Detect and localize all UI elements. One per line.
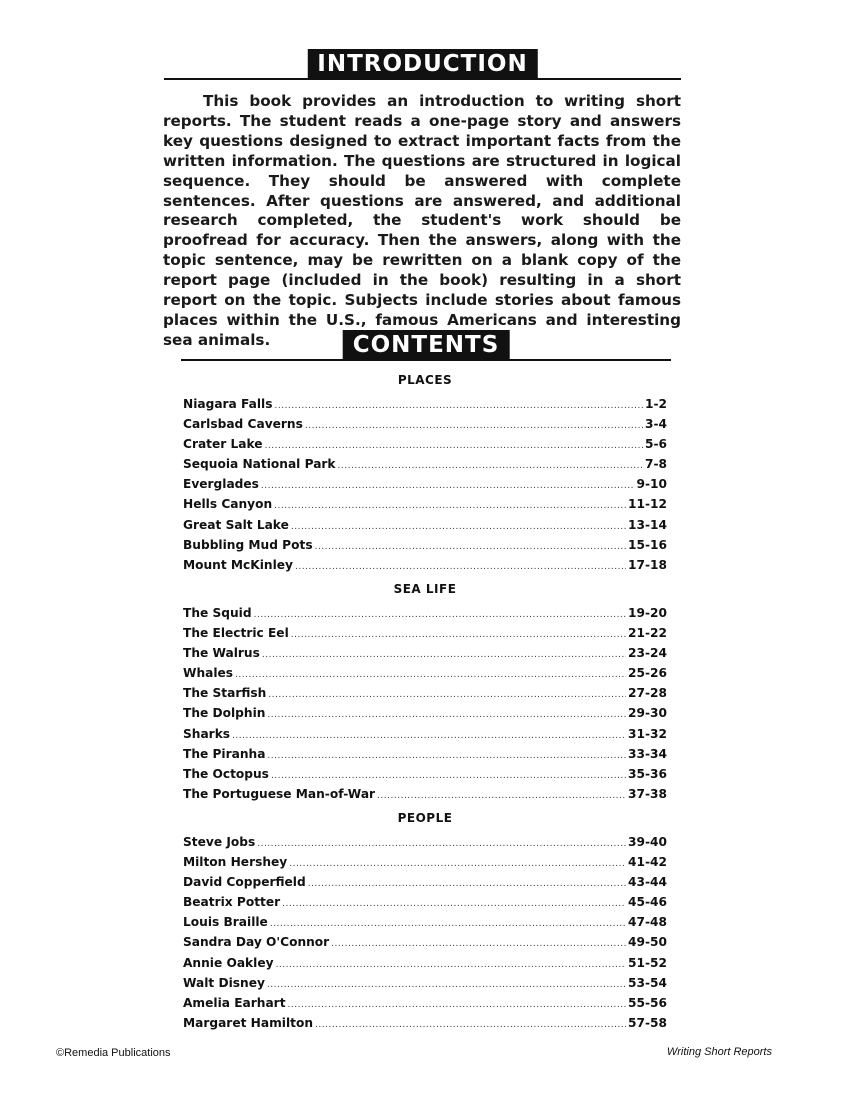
toc-list-places xyxy=(183,397,667,578)
toc-entry xyxy=(183,915,667,935)
toc-entry-pages: 9-10 xyxy=(636,477,667,492)
toc-entry-pages: 45-46 xyxy=(628,895,667,910)
toc-leader-dots xyxy=(262,650,626,660)
toc-entry-pages: 55-56 xyxy=(628,995,667,1010)
footer-book-title: Writing Short Reports xyxy=(666,1046,772,1058)
toc-leader-dots xyxy=(282,899,626,909)
toc-entry-title: The Walrus xyxy=(183,646,260,661)
toc-entry-title: David Copperfield xyxy=(183,875,306,890)
introduction-heading-bar xyxy=(164,48,681,80)
toc-entry-title: Hells Canyon xyxy=(183,497,273,512)
introduction-paragraph: This book provides an introduction to writing short reports. The student reads a one-page story and answers key questions designed to extract important facts from the written information. The questions are structured in logical sequence. They should be answered with complete sentences. After questions are answered, and additional research completed, the student's work should be proofread for accuracy. Then the answers, along with the topic sentence, may be rewritten on a blank copy of the report page (included in the book) resulting in a short report on the topic. Subjects include stories about famous places within the U.S., famous Americans and interesting sea animals. xyxy=(163,92,681,349)
toc-entry-pages: 11-12 xyxy=(628,497,667,512)
toc-entry-title: Crater Lake xyxy=(183,437,263,452)
toc-entry-title: The Piranha xyxy=(183,746,266,761)
toc-entry xyxy=(183,417,667,437)
toc-entry-pages: 5-6 xyxy=(644,437,667,452)
toc-entry-pages: 29-30 xyxy=(628,706,667,721)
toc-entry xyxy=(183,646,667,666)
toc-entry-title: Carlsbad Caverns xyxy=(183,417,303,432)
toc-entry xyxy=(183,518,667,538)
toc-entry xyxy=(183,875,667,895)
toc-leader-dots xyxy=(331,939,626,949)
toc-entry-pages: 1-2 xyxy=(644,397,667,411)
toc-leader-dots xyxy=(257,839,626,849)
toc-entry xyxy=(183,706,667,726)
toc-entry-pages: 31-32 xyxy=(628,726,667,741)
toc-entry xyxy=(183,976,667,996)
toc-entry xyxy=(183,626,667,646)
toc-entry-title: Milton Hershey xyxy=(183,855,288,870)
toc-entry xyxy=(183,996,667,1016)
toc-entry-pages: 57-58 xyxy=(628,1015,667,1030)
toc-entry xyxy=(183,606,667,626)
contents-heading-bar xyxy=(181,329,671,361)
footer-publisher: ©Remedia Publications xyxy=(56,1047,171,1059)
toc-entry-pages: 3-4 xyxy=(644,417,667,432)
toc-entry xyxy=(183,538,667,558)
toc-leader-dots xyxy=(315,542,626,552)
toc-leader-dots xyxy=(267,751,626,761)
toc-entry-pages: 25-26 xyxy=(628,666,667,681)
toc-leader-dots xyxy=(305,421,643,431)
toc-entry xyxy=(183,747,667,767)
toc-entry xyxy=(183,437,667,457)
introduction-heading: INTRODUCTION xyxy=(307,49,537,79)
toc-entry-pages: 33-34 xyxy=(628,746,667,761)
toc-entry xyxy=(183,457,667,477)
toc-entry xyxy=(183,787,667,807)
toc-entry xyxy=(183,855,667,875)
section-heading-places: PLACES xyxy=(397,373,453,387)
toc-entry-pages: 13-14 xyxy=(628,517,667,532)
toc-leader-dots xyxy=(270,919,626,929)
toc-entry-pages: 37-38 xyxy=(628,786,667,801)
toc-entry xyxy=(183,686,667,706)
toc-entry-title: The Starfish xyxy=(183,686,267,701)
toc-leader-dots xyxy=(338,461,643,471)
toc-entry xyxy=(183,558,667,578)
toc-entry xyxy=(183,477,667,497)
toc-leader-dots xyxy=(288,1000,626,1010)
toc-entry-pages: 7-8 xyxy=(644,457,667,472)
toc-entry-pages: 49-50 xyxy=(628,935,667,950)
introduction-body xyxy=(163,92,681,351)
toc-leader-dots xyxy=(267,980,626,990)
toc-entry-title: The Dolphin xyxy=(183,706,266,721)
toc-leader-dots xyxy=(289,859,626,869)
toc-leader-dots xyxy=(268,690,626,700)
toc-leader-dots xyxy=(291,630,626,640)
toc-leader-dots xyxy=(261,481,635,491)
contents-heading: CONTENTS xyxy=(343,330,510,360)
toc-entry-title: Mount McKinley xyxy=(183,557,293,572)
toc-entry xyxy=(183,935,667,955)
section-heading-people: PEOPLE xyxy=(397,811,453,825)
toc-entry-pages: 43-44 xyxy=(628,875,667,890)
toc-leader-dots xyxy=(308,879,626,889)
toc-leader-dots xyxy=(235,670,626,680)
toc-entry-title: Margaret Hamilton xyxy=(183,1015,314,1030)
toc-entry-title: Niagara Falls xyxy=(183,397,273,411)
toc-entry-pages: 27-28 xyxy=(628,686,667,701)
toc-leader-dots xyxy=(291,522,626,532)
toc-entry-pages: 47-48 xyxy=(628,915,667,930)
section-heading-sea-life: SEA LIFE xyxy=(393,582,457,596)
toc-entry xyxy=(183,666,667,686)
toc-entry-title: Walt Disney xyxy=(183,975,265,990)
toc-entry-pages: 17-18 xyxy=(628,557,667,572)
toc-entry-title: Annie Oakley xyxy=(183,955,274,970)
toc-entry-title: Louis Braille xyxy=(183,915,268,930)
toc-entry-pages: 53-54 xyxy=(628,975,667,990)
toc-entry-title: Bubbling Mud Pots xyxy=(183,537,313,552)
toc-leader-dots xyxy=(315,1020,626,1030)
toc-entry xyxy=(183,497,667,517)
toc-entry xyxy=(183,767,667,787)
toc-entry-title: Sharks xyxy=(183,726,231,741)
toc-entry xyxy=(183,727,667,747)
toc-list-people xyxy=(183,835,667,1036)
toc-entry xyxy=(183,835,667,855)
toc-entry-title: Amelia Earhart xyxy=(183,995,286,1010)
toc-entry-title: Everglades xyxy=(183,477,259,492)
toc-list-sea-life xyxy=(183,606,667,807)
toc-entry-title: Sandra Day O'Connor xyxy=(183,935,330,950)
toc-entry xyxy=(183,1016,667,1036)
toc-entry-title: Sequoia National Park xyxy=(183,457,336,472)
toc-entry-pages: 15-16 xyxy=(628,537,667,552)
toc-leader-dots xyxy=(267,710,626,720)
toc-leader-dots xyxy=(377,791,626,801)
toc-entry-pages: 19-20 xyxy=(628,606,667,620)
toc-entry-pages: 51-52 xyxy=(628,955,667,970)
toc-entry-title: Whales xyxy=(183,666,234,681)
toc-entry xyxy=(183,956,667,976)
toc-leader-dots xyxy=(271,771,626,781)
toc-entry-title: Great Salt Lake xyxy=(183,517,289,532)
toc-entry-title: Beatrix Potter xyxy=(183,895,281,910)
toc-entry-pages: 41-42 xyxy=(628,855,667,870)
toc-leader-dots xyxy=(232,731,626,741)
toc-leader-dots xyxy=(254,610,626,620)
toc-entry xyxy=(183,895,667,915)
toc-entry-pages: 21-22 xyxy=(628,626,667,641)
toc-leader-dots xyxy=(274,501,626,511)
toc-entry-pages: 23-24 xyxy=(628,646,667,661)
toc-entry-title: The Electric Eel xyxy=(183,626,289,641)
toc-entry-title: The Octopus xyxy=(183,766,269,781)
toc-entry-pages: 35-36 xyxy=(628,766,667,781)
toc-leader-dots xyxy=(265,441,643,451)
toc-leader-dots xyxy=(274,401,642,411)
toc-leader-dots xyxy=(276,960,626,970)
toc-entry xyxy=(183,397,667,417)
toc-entry-title: The Squid xyxy=(183,606,252,620)
toc-entry-title: Steve Jobs xyxy=(183,835,256,849)
toc-entry-pages: 39-40 xyxy=(628,835,667,849)
toc-entry-title: The Portuguese Man-of-War xyxy=(183,786,376,801)
toc-leader-dots xyxy=(295,562,626,572)
